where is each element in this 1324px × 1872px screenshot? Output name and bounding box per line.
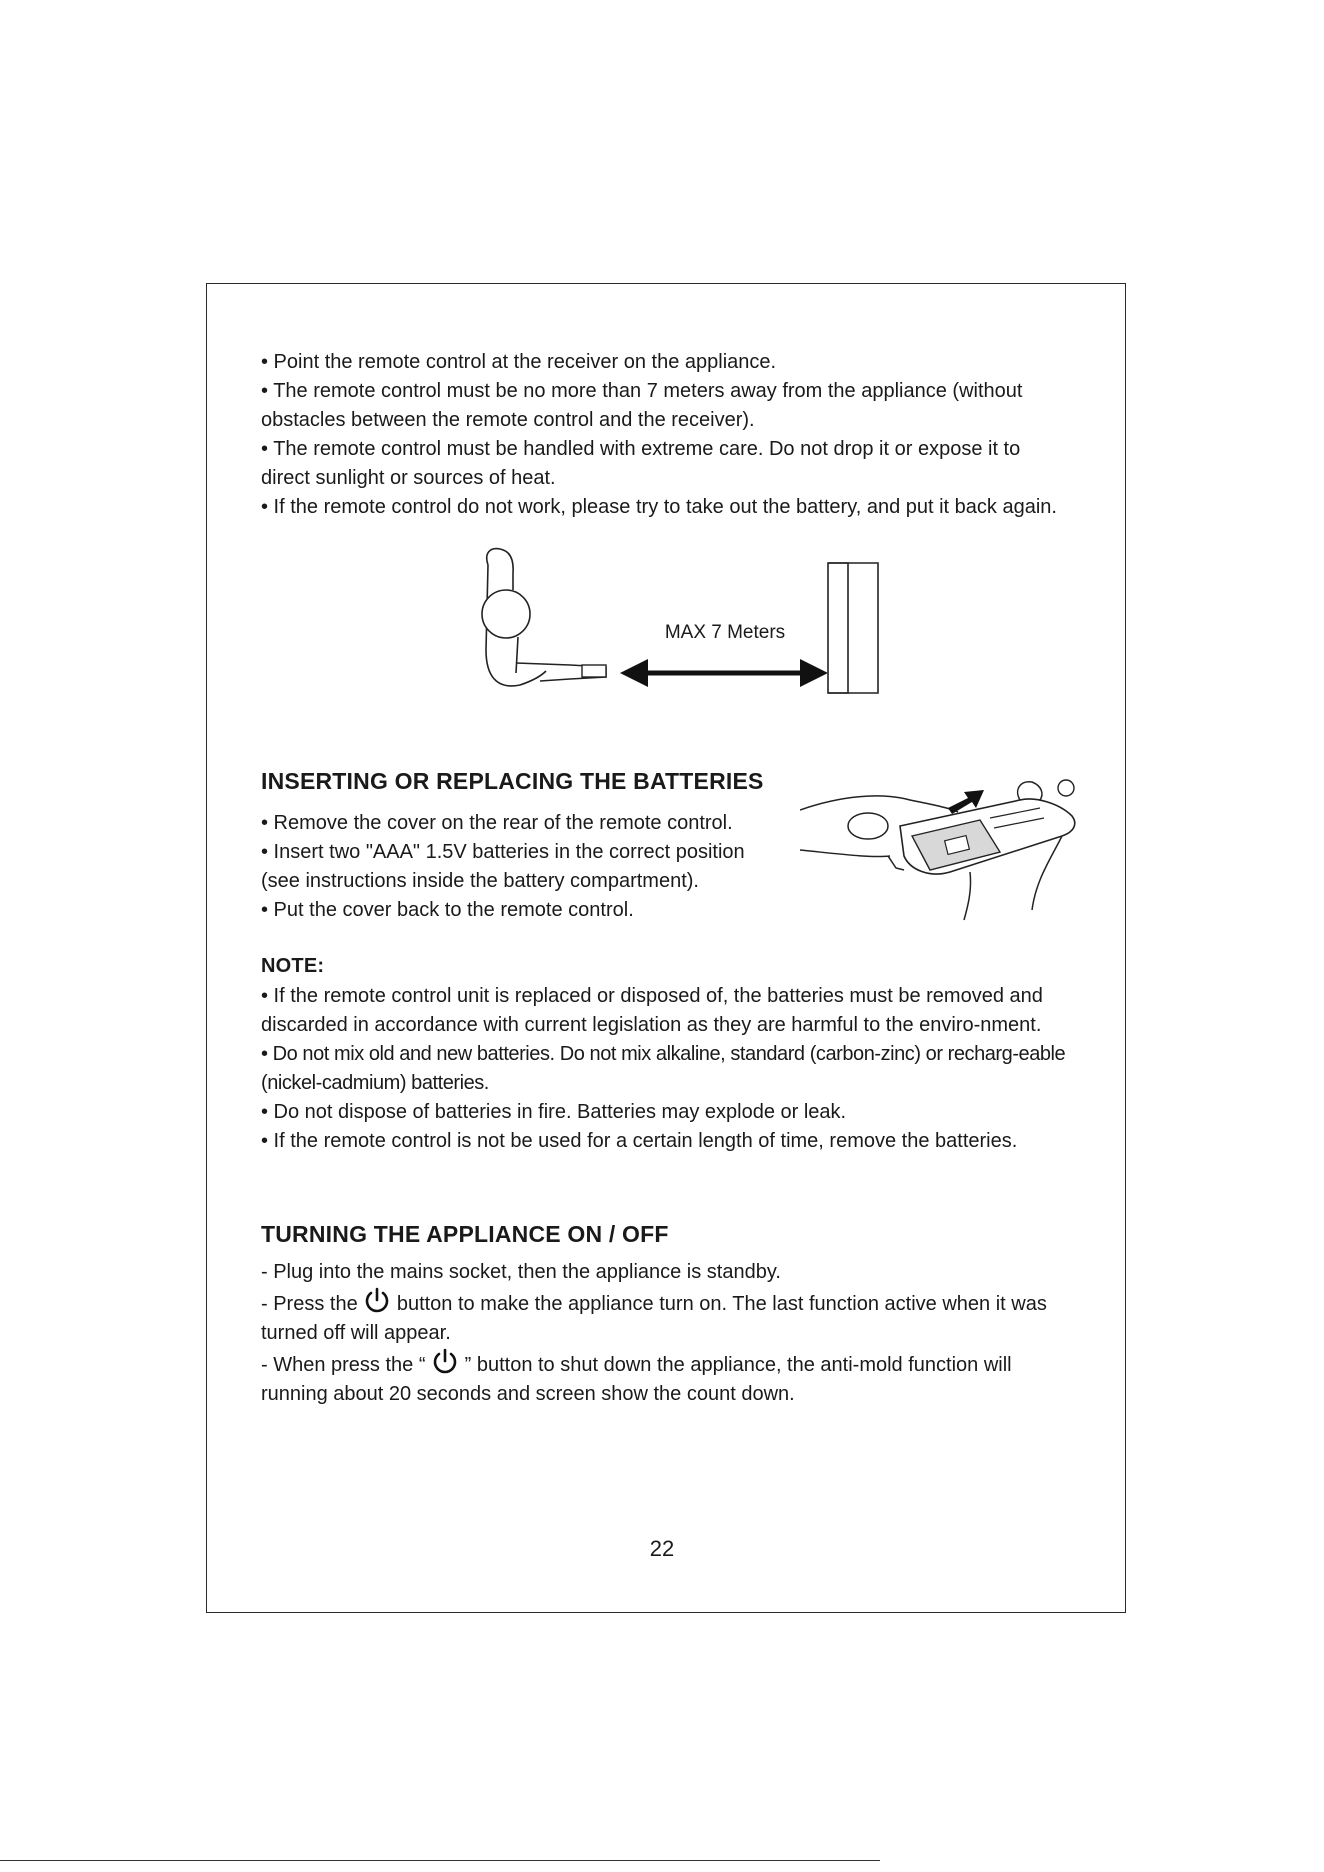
holding-hand-outline: [1032, 836, 1062, 910]
batteries-line: (see instructions inside the battery compartment).: [261, 870, 699, 892]
scan-edge-line: [0, 1860, 880, 1861]
intro-line: • Point the remote control at the receiver on the appliance.: [261, 351, 777, 373]
distance-label: MAX 7 Meters: [664, 622, 786, 643]
page-number: 22: [649, 1536, 675, 1561]
arrow-left-head: [620, 659, 648, 687]
batteries-heading: INSERTING OR REPLACING THE BATTERIES: [261, 768, 764, 794]
battery-illustration: [800, 760, 1090, 928]
note-line: • If the remote control is not be used for a certain length of time, remove the batteries.: [261, 1130, 1018, 1152]
batteries-line: • Insert two "AAA" 1.5V batteries in the correct position: [261, 841, 745, 863]
batteries-line: • Remove the cover on the rear of the remote control.: [261, 812, 733, 834]
note-line: • Do not dispose of batteries in fire. Batteries may explode or leak.: [261, 1101, 847, 1123]
intro-text: [261, 348, 1073, 522]
power-icon: [431, 1348, 459, 1376]
power-icon: [363, 1287, 391, 1315]
hand-fist-icon: [482, 590, 530, 638]
finger-outline: [800, 796, 958, 812]
onoff-line: - Press the button to make the appliance turn on. The last function active when it was turned off will appear.: [261, 1287, 1073, 1348]
onoff-text: [261, 1258, 1073, 1409]
note-heading: NOTE:: [261, 955, 325, 977]
note-line: • If the remote control unit is replaced or disposed of, the batteries must be removed and discarded in accordance with current legislation as they are harmful to the enviro-nment.: [261, 985, 1043, 1036]
intro-line: • The remote control must be handled with extreme care. Do not drop it or expose it to direct sunlight or sources of heat.: [261, 438, 1021, 489]
onoff-line: - When press the “ ” button to shut down the appliance, the anti-mold function will running about 20 seconds and screen show the count down.: [261, 1348, 1073, 1409]
note-line: • Do not mix old and new batteries. Do not mix alkaline, standard (carbon-zinc) or recharg-eable (nickel-cadmium) batteries.: [261, 1043, 1066, 1094]
batteries-text: [261, 809, 791, 925]
intro-line: • If the remote control do not work, please try to take out the battery, and put it back again.: [261, 496, 1057, 518]
appliance-icon: [828, 563, 848, 693]
hand-thumb-outline: [487, 549, 513, 590]
arrow-right-head: [800, 659, 828, 687]
note-text: [261, 982, 1073, 1156]
onoff-line: - Plug into the mains socket, then the appliance is standby.: [261, 1261, 781, 1283]
distance-figure: [470, 545, 890, 700]
batteries-line: • Put the cover back to the remote control.: [261, 899, 634, 921]
intro-line: • The remote control must be no more than 7 meters away from the appliance (without obstacles between the remote control and the receiver).: [261, 380, 1023, 431]
onoff-heading: TURNING THE APPLIANCE ON / OFF: [261, 1221, 669, 1247]
